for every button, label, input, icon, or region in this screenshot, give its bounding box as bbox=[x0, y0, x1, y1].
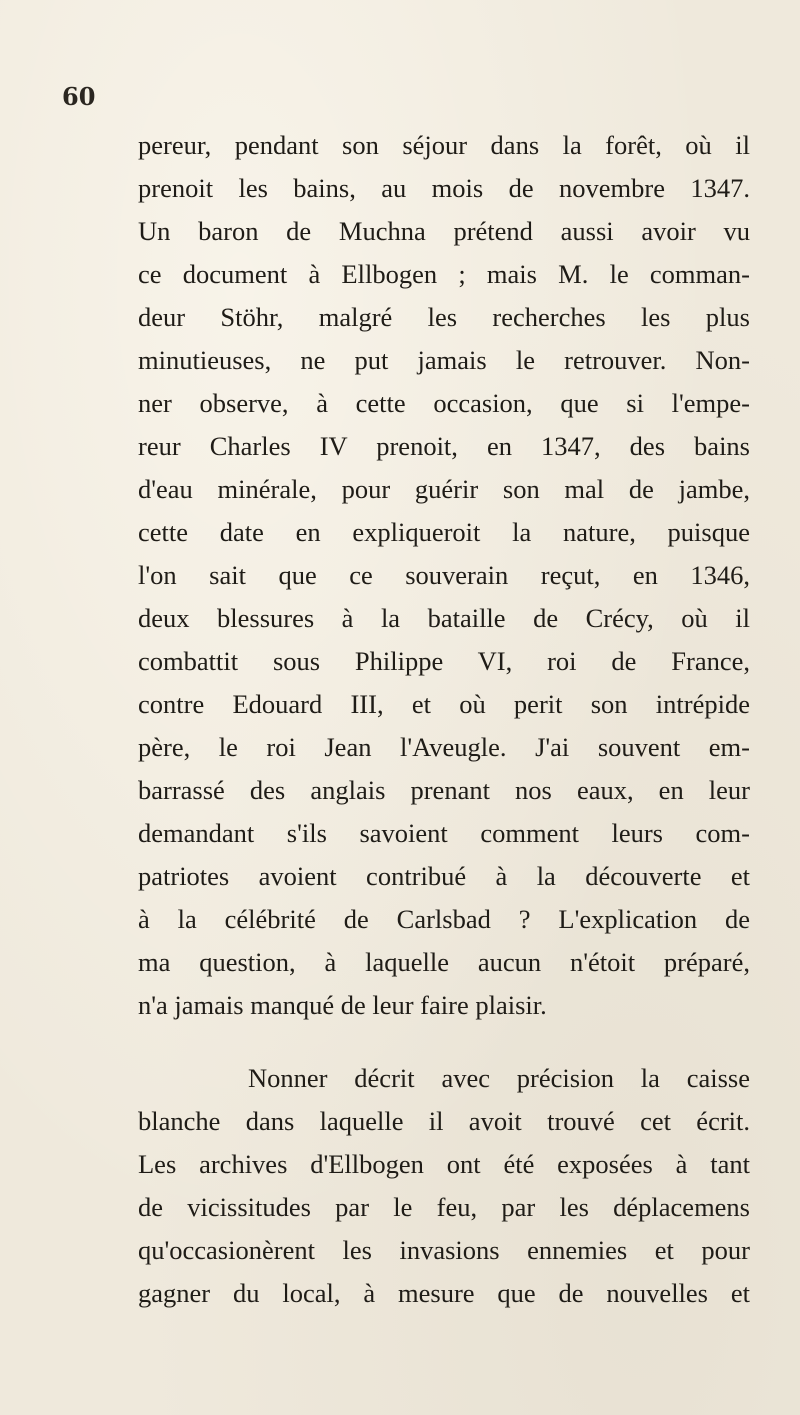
text-line: à la célébrité de Carlsbad ? L'explication de bbox=[138, 904, 750, 934]
text-line: ce document à Ellbogen ; mais M. le comman- bbox=[138, 259, 750, 289]
paragraph-gap bbox=[138, 1027, 750, 1057]
body-text bbox=[138, 124, 750, 1315]
text-line: combattit sous Philippe VI, roi de France, bbox=[138, 646, 750, 676]
text-line: Nonner décrit avec précision la caisse bbox=[248, 1063, 750, 1093]
text-line: d'eau minérale, pour guérir son mal de jambe, bbox=[138, 474, 750, 504]
text-line: n'a jamais manqué de leur faire plaisir. bbox=[138, 990, 547, 1020]
paragraph-2 bbox=[138, 1057, 750, 1315]
text-line: de vicissitudes par le feu, par les déplacemens bbox=[138, 1192, 750, 1222]
text-line: blanche dans laquelle il avoit trouvé cet écrit. bbox=[138, 1106, 750, 1136]
text-line: père, le roi Jean l'Aveugle. J'ai souvent em- bbox=[138, 732, 750, 762]
text-line: prenoit les bains, au mois de novembre 1347. bbox=[138, 173, 750, 203]
text-line: deur Stöhr, malgré les recherches les plus bbox=[138, 302, 750, 332]
text-line: patriotes avoient contribué à la découverte et bbox=[138, 861, 750, 891]
text-line: contre Edouard III, et où perit son intrépide bbox=[138, 689, 750, 719]
text-line: Les archives d'Ellbogen ont été exposées à tant bbox=[138, 1149, 750, 1179]
text-line: pereur, pendant son séjour dans la forêt, où il bbox=[138, 130, 750, 160]
text-line: qu'occasionèrent les invasions ennemies et pour bbox=[138, 1235, 750, 1265]
text-line: Un baron de Muchna prétend aussi avoir vu bbox=[138, 216, 750, 246]
text-line: deux blessures à la bataille de Crécy, où il bbox=[138, 603, 750, 633]
text-line: reur Charles IV prenoit, en 1347, des bains bbox=[138, 431, 750, 461]
page-number: 60 bbox=[62, 82, 96, 111]
text-line: demandant s'ils savoient comment leurs com- bbox=[138, 818, 750, 848]
text-line: ner observe, à cette occasion, que si l'empe- bbox=[138, 388, 750, 418]
text-line: ma question, à laquelle aucun n'étoit préparé, bbox=[138, 947, 750, 977]
text-line: gagner du local, à mesure que de nouvelles et bbox=[138, 1278, 750, 1308]
text-line: minutieuses, ne put jamais le retrouver. Non- bbox=[138, 345, 750, 375]
text-line: barrassé des anglais prenant nos eaux, en leur bbox=[138, 775, 750, 805]
text-line: cette date en expliqueroit la nature, puisque bbox=[138, 517, 750, 547]
text-line: l'on sait que ce souverain reçut, en 1346, bbox=[138, 560, 750, 590]
paragraph-1 bbox=[138, 124, 750, 1027]
